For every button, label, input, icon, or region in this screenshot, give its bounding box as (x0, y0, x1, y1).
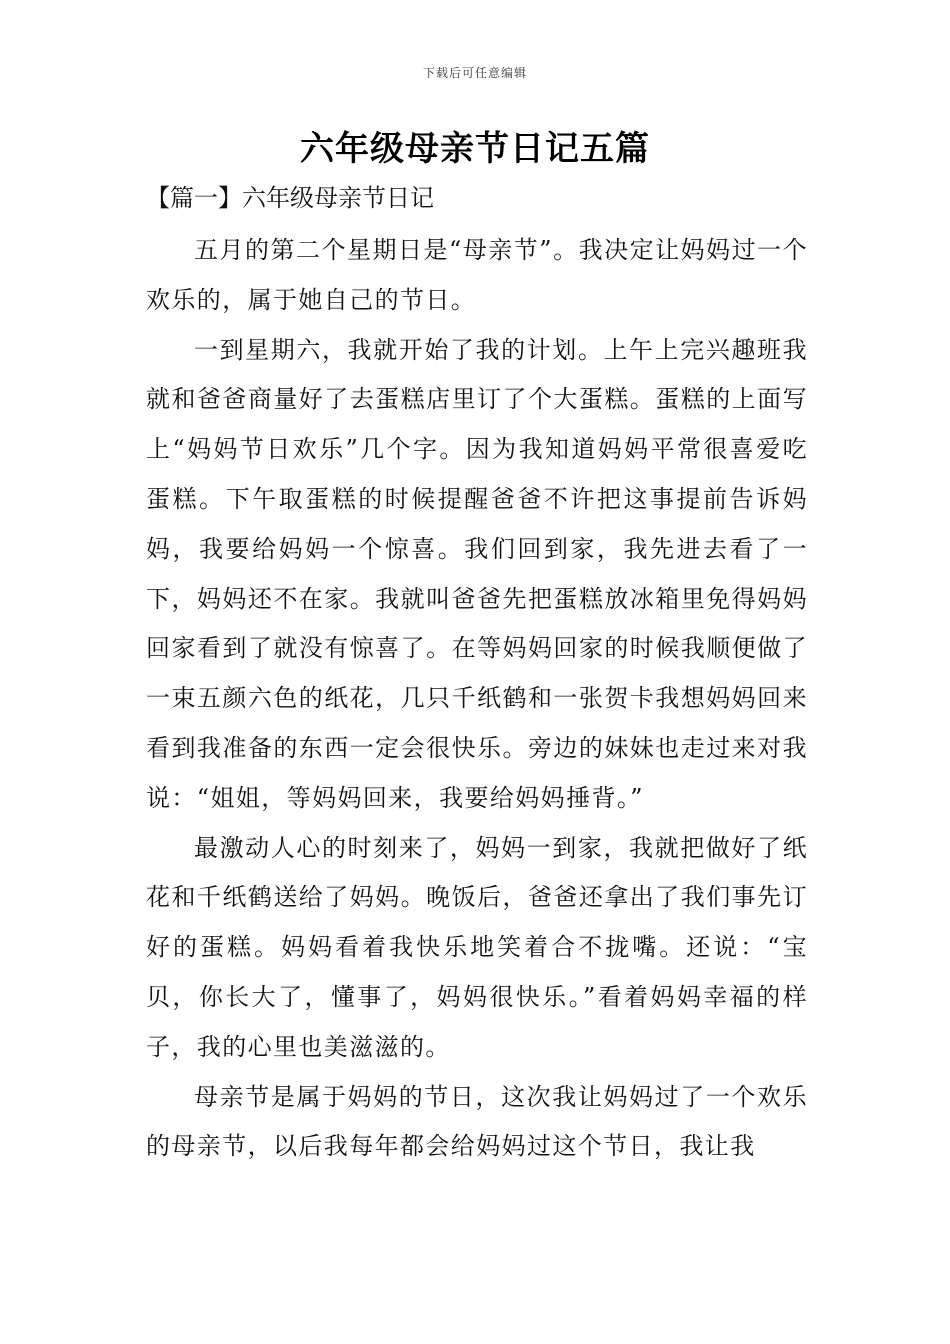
paragraph-4: 母亲节是属于妈妈的节日，这次我让妈妈过了一个欢乐的母亲节，以后我每年都会给妈妈过这个节日，我让我 (146, 1082, 808, 1161)
section-heading: 【篇一】六年级母亲节日记 (146, 184, 434, 212)
header-note: 下载后可任意编辑 (422, 66, 527, 80)
document-title: 六年级母亲节日记五篇 (300, 129, 650, 169)
document-body (146, 226, 808, 1172)
paragraph-3: 最激动人心的时刻来了，妈妈一到家，我就把做好了纸花和千纸鹤送给了妈妈。晚饭后，爸爸还拿出了我们事先订好的蛋糕。妈妈看着我快乐地笑着合不拢嘴。还说：“宝贝，你长大了，懂事了，妈妈很快乐。”看着妈妈幸福的样子，我的心里也美滋滋的。 (146, 833, 808, 1061)
paragraph-2: 一到星期六，我就开始了我的计划。上午上完兴趣班我就和爸爸商量好了去蛋糕店里订了个大蛋糕。蛋糕的上面写上“妈妈节日欢乐”几个字。因为我知道妈妈平常很喜爱吃蛋糕。下午取蛋糕的时候提醒爸爸不许把这事提前告诉妈妈，我要给妈妈一个惊喜。我们回到家，我先进去看了一下，妈妈还不在家。我就叫爸爸先把蛋糕放冰箱里免得妈妈回家看到了就没有惊喜了。在等妈妈回家的时候我顺便做了一束五颜六色的纸花，几只千纸鹤和一张贺卡我想妈妈回来看到我准备的东西一定会很快乐。旁边的妹妹也走过来对我说：“姐姐，等妈妈回来，我要给妈妈捶背。” (146, 335, 808, 812)
paragraph-1: 五月的第二个星期日是“母亲节”。我决定让妈妈过一个欢乐的，属于她自己的节日。 (146, 236, 808, 314)
